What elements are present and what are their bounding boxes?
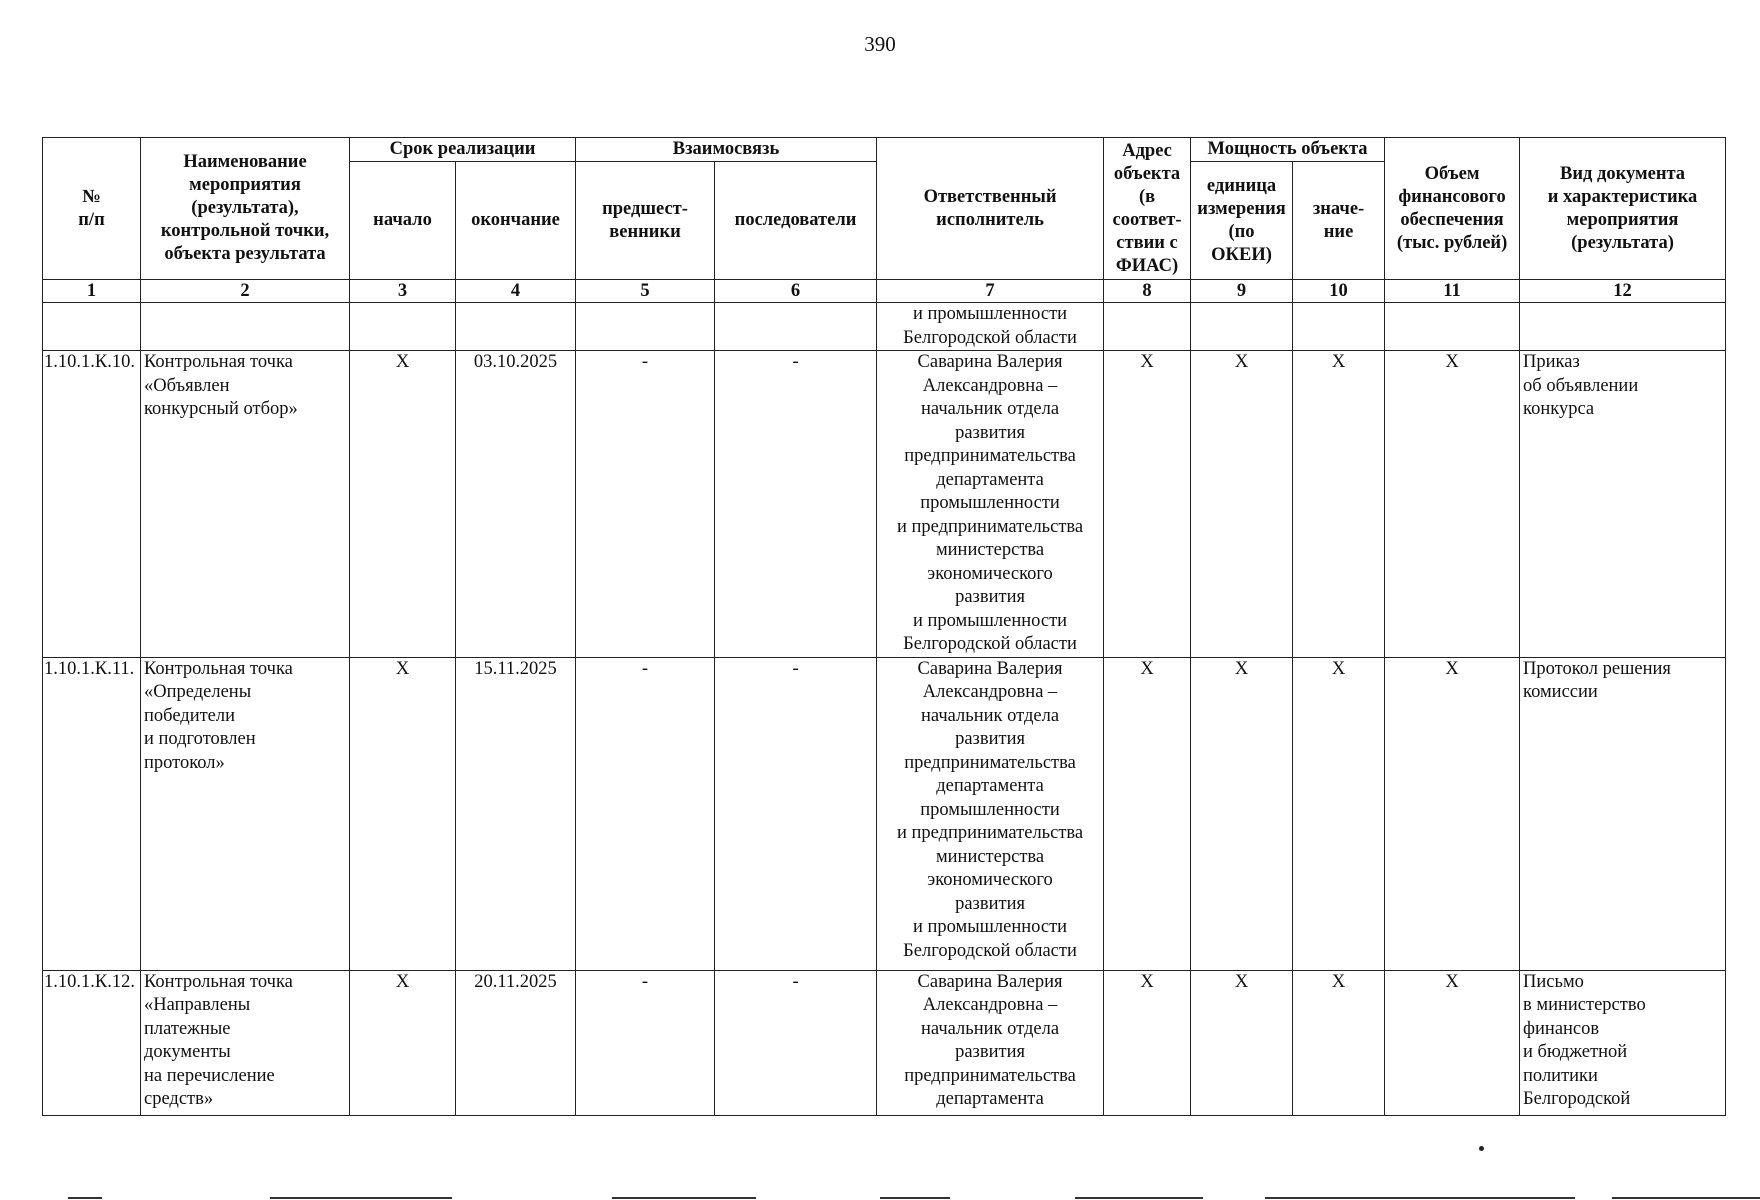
- column-number: 12: [1520, 280, 1726, 303]
- cell-responsible: Саварина Валерия Александровна – начальник отдела развития предпринимательства департамента промышленности и предпринимательства министерства экономического развития и промышленности Белгородской области: [877, 351, 1104, 658]
- column-number: 8: [1104, 280, 1191, 303]
- header-power-group: Мощность объекта: [1191, 138, 1385, 162]
- cell-finance: X: [1385, 351, 1520, 658]
- column-number: 11: [1385, 280, 1520, 303]
- column-number: 1: [43, 280, 141, 303]
- cell-name: Контрольная точка «Объявлен конкурсный отбор»: [141, 351, 350, 658]
- footer-rule: [612, 1197, 756, 1199]
- cell-unit: X: [1191, 657, 1293, 970]
- column-number: 5: [576, 280, 715, 303]
- cell-successors: -: [715, 351, 877, 658]
- cell-responsible: Саварина Валерия Александровна – начальник отдела развития предпринимательства департамента промышленности и предпринимательства министерства экономического развития и промышленности Белгородской области: [877, 657, 1104, 970]
- header-finance: Объем финансового обеспечения (тыс. рублей): [1385, 138, 1520, 280]
- page-number: 390: [864, 32, 896, 56]
- cell-predecessors: -: [576, 657, 715, 970]
- cell-unit: X: [1191, 970, 1293, 1115]
- footer-rule: [1075, 1197, 1203, 1199]
- cell-predecessors: -: [576, 351, 715, 658]
- table-row: [43, 351, 1726, 658]
- cell-successors: -: [715, 657, 877, 970]
- header-end: окончание: [456, 162, 576, 280]
- header-address: Адрес объекта (в соответ- ствии с ФИАС): [1104, 138, 1191, 280]
- header-successors: последователи: [715, 162, 877, 280]
- cell-value: X: [1293, 970, 1385, 1115]
- header-start: начало: [350, 162, 456, 280]
- footer-rule: [1265, 1197, 1575, 1199]
- header-predecessors: предшест- венники: [576, 162, 715, 280]
- cell-end: 03.10.2025: [456, 351, 576, 658]
- cell-start: X: [350, 970, 456, 1115]
- column-number: 4: [456, 280, 576, 303]
- cell-document: Письмо в министерство финансов и бюджетной политики Белгородской: [1520, 970, 1726, 1115]
- header-document: Вид документа и характеристика мероприятия (результата): [1520, 138, 1726, 280]
- cell-value: X: [1293, 351, 1385, 658]
- cell-name: Контрольная точка «Направлены платежные документы на перечисление средств»: [141, 970, 350, 1115]
- footer-rule: [68, 1197, 102, 1199]
- cell-value: X: [1293, 657, 1385, 970]
- cell-finance: X: [1385, 657, 1520, 970]
- header-unit: единица измерения (по ОКЕИ): [1191, 162, 1293, 280]
- table-row: [43, 657, 1726, 970]
- column-number-row: [43, 280, 1726, 303]
- column-number: 2: [141, 280, 350, 303]
- header-link-group: Взаимосвязь: [576, 138, 877, 162]
- column-number: 6: [715, 280, 877, 303]
- table-row: [43, 970, 1726, 1115]
- cell-end: 15.11.2025: [456, 657, 576, 970]
- column-number: 3: [350, 280, 456, 303]
- column-number: 10: [1293, 280, 1385, 303]
- cell-start: X: [350, 657, 456, 970]
- cell-finance: X: [1385, 970, 1520, 1115]
- cell-successors: -: [715, 970, 877, 1115]
- cell-address: X: [1104, 657, 1191, 970]
- cell-address: X: [1104, 351, 1191, 658]
- cell-responsible: Саварина Валерия Александровна – начальник отдела развития предпринимательства департамента: [877, 970, 1104, 1115]
- cell-number: 1.10.1.К.12.: [43, 970, 141, 1115]
- table-header: [43, 138, 1726, 303]
- column-number: 9: [1191, 280, 1293, 303]
- cell-end: 20.11.2025: [456, 970, 576, 1115]
- cell-number: 1.10.1.К.10.: [43, 351, 141, 658]
- plan-table: [42, 137, 1726, 1116]
- cell-name: Контрольная точка «Определены победители и подготовлен протокол»: [141, 657, 350, 970]
- column-number: 7: [877, 280, 1104, 303]
- cell-document: Приказ об объявлении конкурса: [1520, 351, 1726, 658]
- footer-rule: [270, 1197, 452, 1199]
- footer-rule: [1612, 1197, 1760, 1199]
- header-number: № п/п: [43, 138, 141, 280]
- header-value: значе- ние: [1293, 162, 1385, 280]
- header-term-group: Срок реализации: [350, 138, 576, 162]
- cell-start: X: [350, 351, 456, 658]
- header-responsible: Ответственный исполнитель: [877, 138, 1104, 280]
- cell-document: Протокол решения комиссии: [1520, 657, 1726, 970]
- table-row-continuation: [43, 303, 1726, 351]
- cell-number: 1.10.1.К.11.: [43, 657, 141, 970]
- scan-dot: [1479, 1146, 1484, 1151]
- cell-address: X: [1104, 970, 1191, 1115]
- cell-predecessors: -: [576, 970, 715, 1115]
- header-name: Наименование мероприятия (результата), контрольной точки, объекта результата: [141, 138, 350, 280]
- cell-responsible: и промышленности Белгородской области: [877, 303, 1104, 351]
- footer-rule: [880, 1197, 950, 1199]
- cell-unit: X: [1191, 351, 1293, 658]
